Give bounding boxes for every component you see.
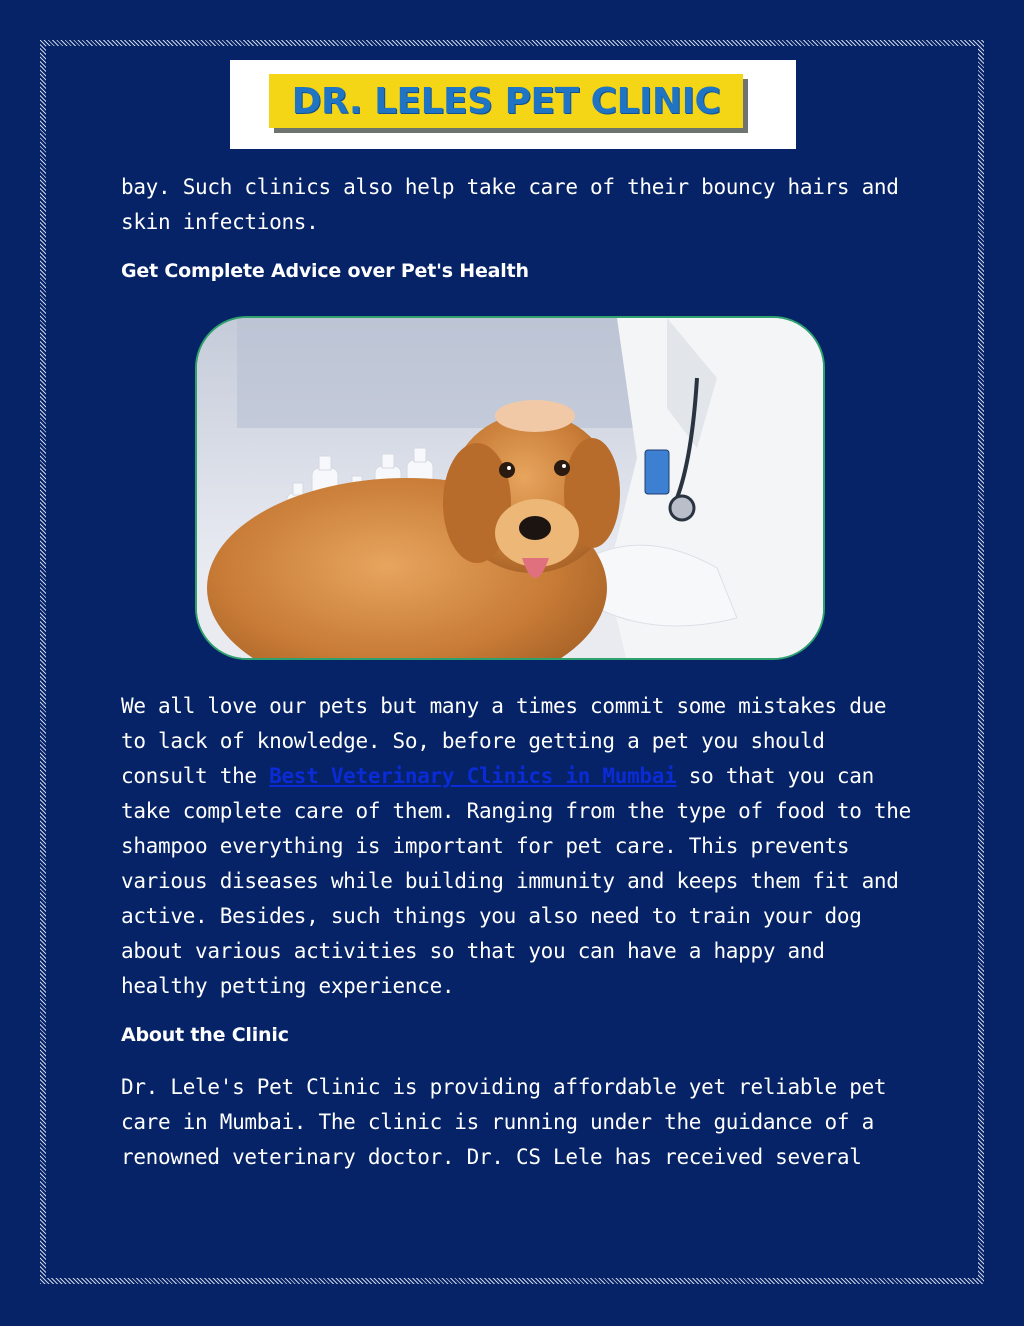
heading-about: About the Clinic (121, 1024, 289, 1046)
main-paragraph-text-after: so that you can take complete care of them. Ranging from the type of food to the shampoo everything is important for pet care. This prevents various diseases while building immunity and keeps them fit and active. Besides, such things you also need to train your dog about various activities so that you can have a happy and healthy petting experience. (121, 764, 911, 998)
dog-with-vet-photo (195, 316, 825, 660)
logo-text: DR. LELES PET CLINIC (291, 80, 721, 122)
best-veterinary-clinics-link[interactable]: Best Veterinary Clinics in Mumbai (269, 764, 677, 788)
photo-illustration (197, 318, 825, 660)
heading-advice: Get Complete Advice over Pet's Health (121, 260, 529, 282)
clinic-logo (230, 60, 796, 149)
logo-band (269, 74, 743, 128)
intro-paragraph: bay. Such clinics also help take care of their bouncy hairs and skin infections. (121, 175, 899, 234)
about-paragraph: Dr. Lele's Pet Clinic is providing affordable yet reliable pet care in Mumbai. The clinic is running under the guidance of a renowned veterinary doctor. Dr. CS Lele has received several (121, 1075, 887, 1169)
main-paragraph-text-before: We all love our pets but many a times commit some mistakes due to lack of knowledge. So, before getting a pet you should consult the (121, 694, 887, 788)
main-paragraph (121, 689, 911, 1004)
